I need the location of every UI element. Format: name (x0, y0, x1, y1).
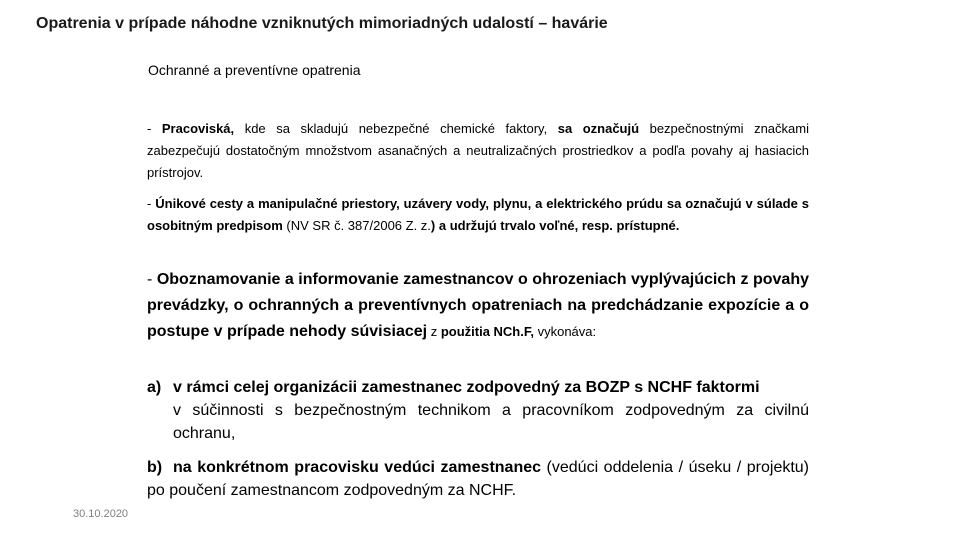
paragraph-workplaces (147, 118, 809, 184)
paragraph-informing (147, 267, 809, 345)
list-item-a (147, 376, 809, 445)
slide-subtitle: Ochranné a preventívne opatrenia (148, 62, 361, 78)
list-marker-a: a) (147, 379, 162, 396)
escape-routes-bold: Únikové cesty a manipulačné priestory, uzávery vody, plynu, a elektrického prúdu sa označujú v súlade s osobitným predpisom (147, 196, 809, 233)
workplaces-bold-2: sa označujú (557, 121, 640, 136)
dash: - (147, 196, 156, 211)
item-b-text: (vedúci oddelenia / úseku / projektu) po poučení zamestnancom zodpovedným za NCHF. (147, 459, 810, 499)
dash: - (147, 271, 157, 288)
workplaces-bold: Pracoviská, (161, 121, 235, 136)
dash: - (147, 121, 162, 136)
list-marker-b: b) (147, 459, 163, 476)
workplaces-text: kde sa skladujú nebezpečné chemické faktory, (234, 121, 558, 136)
item-a-continuation: v súčinnosti s bezpečnostným technikom a pracovníkom zodpovedným za civilnú ochranu, (173, 402, 809, 442)
slide-date: 30.10.2020 (73, 508, 129, 520)
workplaces-text-2: bezpečnostnými značkami zabezpečujú dostatočným množstvom asanačných a neutralizačných prostriedkov a podľa povahy aj hasiacich prístrojov. (147, 121, 809, 180)
slide-title: Opatrenia v prípade náhodne vzniknutých mimoriadných udalostí – havárie (36, 15, 608, 32)
informing-text: z (427, 324, 441, 339)
list-item-b (147, 456, 809, 502)
item-a-bold: v rámci celej organizácii zamestnanec zodpovedný za BOZP s NCHF faktormi (173, 379, 760, 396)
paragraph-escape-routes (147, 193, 809, 237)
informing-text-2: vykonáva: (533, 324, 597, 339)
informing-bold: Oboznamovanie a informovanie zamestnancov o ohrozeniach vyplývajúcich z povahy prevádzky, o ochranných a preventívnych opatreniach na predchádzanie expozície a o postupe v prípade nehody súvisiacej (147, 271, 809, 340)
item-b-bold: na konkrétnom pracovisku vedúci zamestnanec (173, 459, 542, 476)
escape-routes-text: (NV SR č. 387/2006 Z. z. (282, 218, 431, 233)
escape-routes-bold-2: ) a udržujú trvalo voľné, resp. prístupné. (430, 218, 680, 233)
informing-bold-2: použitia NCh.F, (440, 324, 534, 339)
